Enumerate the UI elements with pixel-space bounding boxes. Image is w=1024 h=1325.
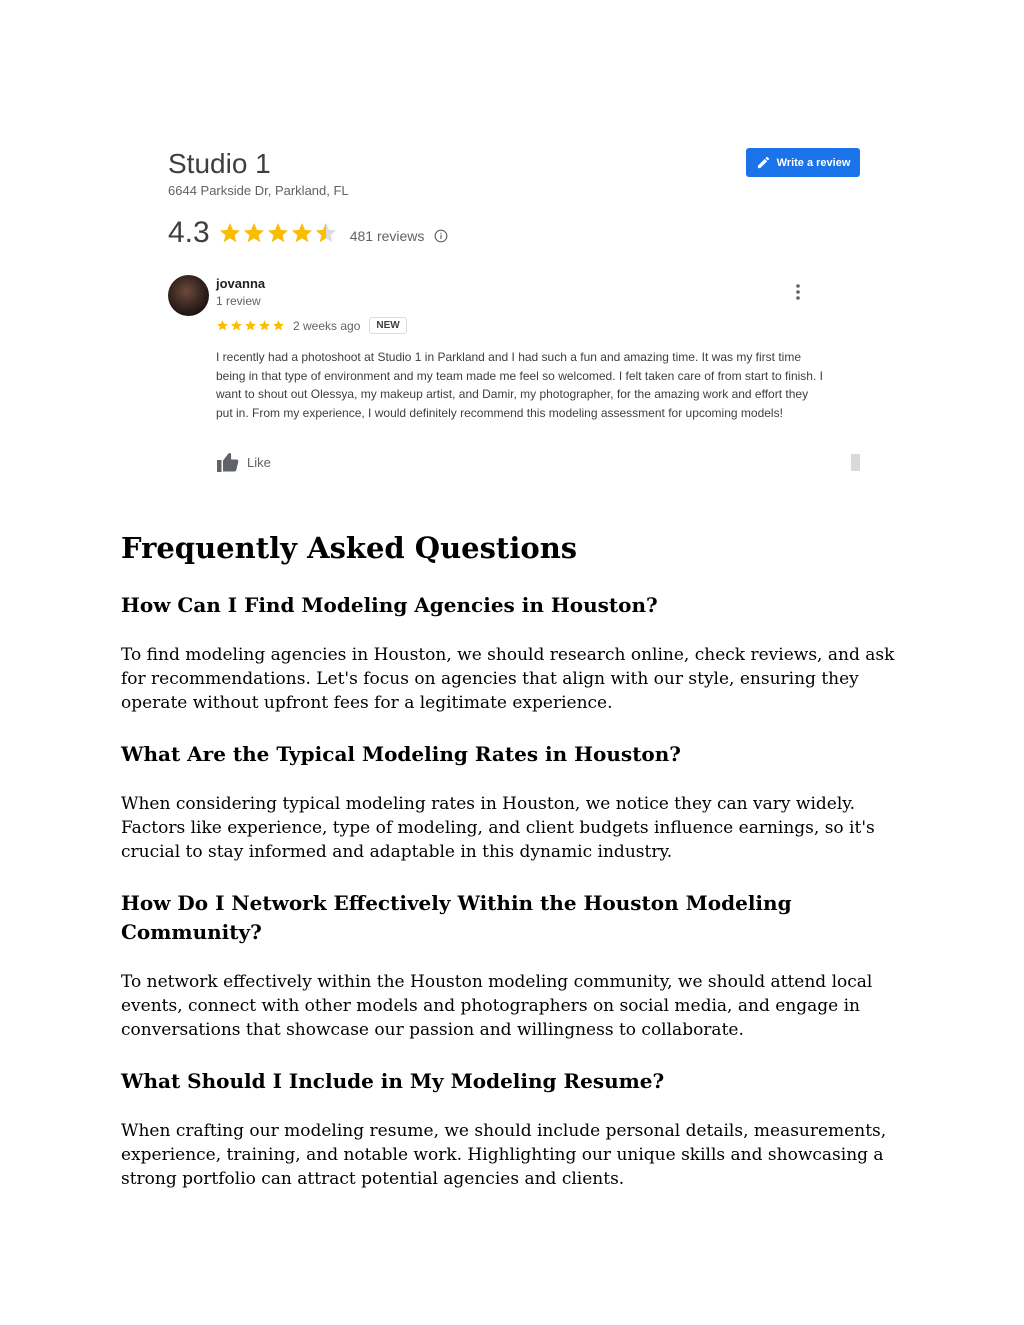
star-half-icon bbox=[314, 221, 338, 245]
star-icon bbox=[242, 221, 266, 245]
star-icon bbox=[244, 319, 257, 332]
faq-answer: When crafting our modeling resume, we should include personal details, measurements, experience, training, and notable work. Highlighting our unique skills and showcasing a strong portfolio can attract potential agencies and clients. bbox=[121, 1121, 887, 1189]
faq-answer: To network effectively within the Houston modeling community, we should attend local events, connect with other models and photographers on social media, and engage in conversations that showcase our passion and willingness to collaborate. bbox=[121, 972, 873, 1040]
pencil-icon bbox=[756, 155, 771, 170]
faq-question: How Can I Find Modeling Agencies in Houston? bbox=[121, 593, 658, 617]
faq-answer: To find modeling agencies in Houston, we should research online, check reviews, and ask for recommendations. Let's focus on agencies that align with our style, ensuring they operate without upfront fees for a legitimate experience. bbox=[121, 645, 895, 713]
review-meta bbox=[216, 317, 407, 334]
star-icon bbox=[216, 319, 229, 332]
write-review-label: Write a review bbox=[776, 156, 851, 169]
business-name: Studio 1 bbox=[168, 148, 271, 179]
avatar[interactable] bbox=[168, 275, 209, 316]
faq-section bbox=[121, 528, 911, 1191]
reviewer-review-count: 1 review bbox=[216, 294, 261, 308]
info-icon[interactable] bbox=[434, 229, 448, 243]
like-button[interactable] bbox=[216, 451, 271, 473]
like-label: Like bbox=[247, 454, 271, 470]
rating-value: 4.3 bbox=[168, 216, 210, 249]
thumbs-up-icon bbox=[216, 451, 240, 473]
new-badge: NEW bbox=[369, 317, 406, 334]
review-widget bbox=[166, 146, 866, 482]
faq-question: What Should I Include in My Modeling Resume? bbox=[121, 1069, 665, 1093]
write-review-button[interactable] bbox=[746, 148, 860, 177]
faq-question: What Are the Typical Modeling Rates in Houston? bbox=[121, 742, 682, 766]
faq-title: Frequently Asked Questions bbox=[121, 531, 578, 565]
review-stars bbox=[216, 319, 285, 332]
more-vert-icon[interactable] bbox=[794, 283, 802, 301]
review-text: I recently had a photoshoot at Studio 1 in Parkland and I had such a fun and amazing time. It was my first time being in that type of environment and my team made me feel so welcomed. I felt taken care of from start to finish. I want to shout out Olessya, my makeup artist, and Damir, my photographer, for the amazing work and effort they put in. From my experience, I would definitely recommend this modeling assessment for upcoming models! bbox=[216, 350, 823, 420]
star-icon bbox=[266, 221, 290, 245]
review-count[interactable]: 481 reviews bbox=[349, 228, 425, 244]
rating-stars bbox=[218, 221, 338, 245]
faq-answer: When considering typical modeling rates in Houston, we notice they can vary widely. Factors like experience, type of modeling, and client budgets influence earnings, so it's crucial to stay informed and adaptable in this dynamic industry. bbox=[121, 794, 875, 862]
review-time: 2 weeks ago bbox=[293, 318, 361, 333]
reviewer-name[interactable]: jovanna bbox=[216, 276, 266, 291]
faq-question: How Do I Network Effectively Within the Houston Modeling Community? bbox=[121, 891, 792, 944]
rating-row bbox=[168, 216, 448, 250]
business-address: 6644 Parkside Dr, Parkland, FL bbox=[168, 183, 349, 198]
scrollbar-thumb[interactable] bbox=[851, 454, 860, 471]
star-icon bbox=[290, 221, 314, 245]
star-icon bbox=[218, 221, 242, 245]
star-icon bbox=[258, 319, 271, 332]
star-icon bbox=[272, 319, 285, 332]
star-icon bbox=[230, 319, 243, 332]
